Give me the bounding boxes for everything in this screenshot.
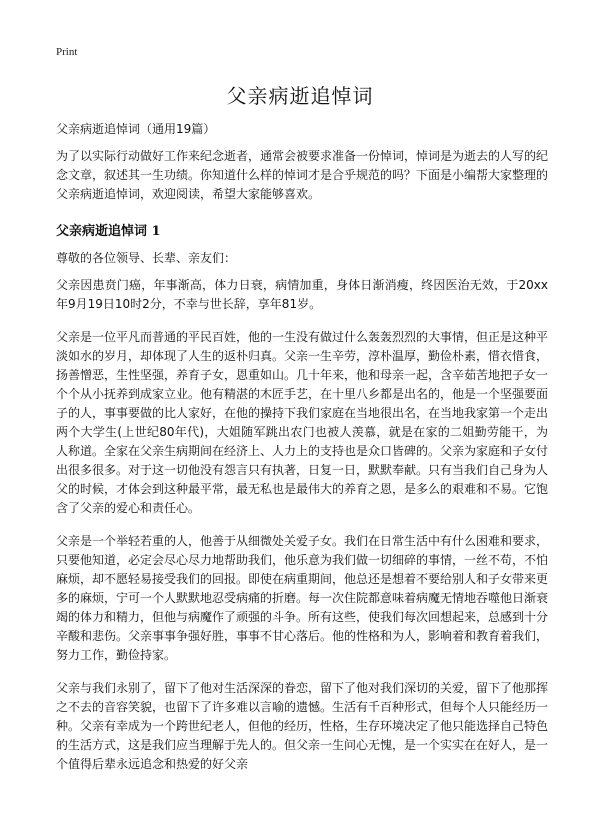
greeting-line: 尊敬的各位领导、长辈、亲友们：: [56, 251, 237, 265]
print-link[interactable]: Print: [56, 46, 78, 58]
body-paragraph-1: 父亲因患贲门癌，年事渐高，体力日衰，病情加重，身体日渐消瘦，终因医治无效，于20xx年9月19日10时2分，不幸与世长辞，享年81岁。: [56, 278, 548, 311]
document-subtitle: 父亲病逝追悼词（通用19篇）: [56, 122, 216, 136]
intro-paragraph: 为了以实际行动做好工作来纪念逝者，通常会被要求准备一份悼词，悼词是为逝去的人写的纪念文章，叙述其一生功绩。你知道什么样的悼词才是合乎规范的吗？下面是小编帮大家整理的父亲病逝追悼词，欢迎阅读，希望大家能够喜欢。: [56, 149, 549, 201]
body-paragraph-3: 父亲是一个举轻若重的人，他善于从细微处关爱子女。我们在日常生活中有什么困难和要求，只要他知道，必定会尽心尽力地帮助我们，他乐意为我们做一切细碎的事情，一丝不苟，不怕麻烦，却不愿轻易接受我们的回报。即使在病重期间，他总还是想着不要给别人和子女带来更多的麻烦，宁可一个人默默地忍受病痛的折磨。每一次住院都意味着病魔无情地吞噬他日渐衰竭的体力和精力，但他与病魔作了顽强的斗争。所有这些，使我们每次回想起来，总感到十分辛酸和悲伤。父亲事事争强好胜，事事不甘心落后。他的性格和为人，影响着和教育着我们，努力工作，勤俭持家。: [56, 534, 549, 662]
body-paragraph-2: 父亲是一位平凡而普通的平民百姓，他的一生没有做过什么轰轰烈烈的大事情，但正是这种平淡如水的岁月，却体现了人生的返朴归真。父亲一生辛劳，淳朴温厚，勤俭朴素，惜衣惜食，扬善憎恶，生性坚强，养育子女，恩重如山。几十年来，他和母亲一起，含辛茹苦地把子女一个个从小抚养到成家立业。他有精湛的木匠手艺，在十里八乡都是出名的，他是一个坚强要面子的人，事事要做的比人家好，在他的操持下我们家庭在当地很出名，在当地我家第一个走出两个大学生(上世纪80年代)，大姐随军跳出农门也被人羡慕，就是在家的二姐勤劳能干，为人称道。全家在父亲生病期间在经济上、人力上的支持也是众口皆碑的。父亲为家庭和子女付出很多很多。对于这一切他没有怨言只有执著，日复一日，默默奉献。只有当我们自己身为人父的时候，才体会到这种最平常，最无私也是最伟大的养育之恩，是多么的艰难和不易。它饱含了父亲的爱心和责任心。: [56, 330, 549, 515]
body-paragraph-4: 父亲与我们永别了，留下了他对生活深深的眷恋，留下了他对我们深切的关爱，留下了他那挥之不去的音容笑貌，也留下了许多难以言喻的遗憾。生活有千百种形式，但每个人只能经历一种。父亲有幸成为一个跨世纪老人，但他的经历，性格，生存环境决定了他只能选择自己特色的生活方式，这是我们应当理解于先人的。但父亲一生问心无愧，是一个实实在在好人，是一个值得后辈永远追念和热爱的好父亲: [56, 681, 549, 771]
document-body: [56, 120, 548, 774]
section-heading: 父亲病逝追悼词 1: [56, 224, 161, 239]
page-title: 父亲病逝追悼词: [226, 84, 374, 108]
